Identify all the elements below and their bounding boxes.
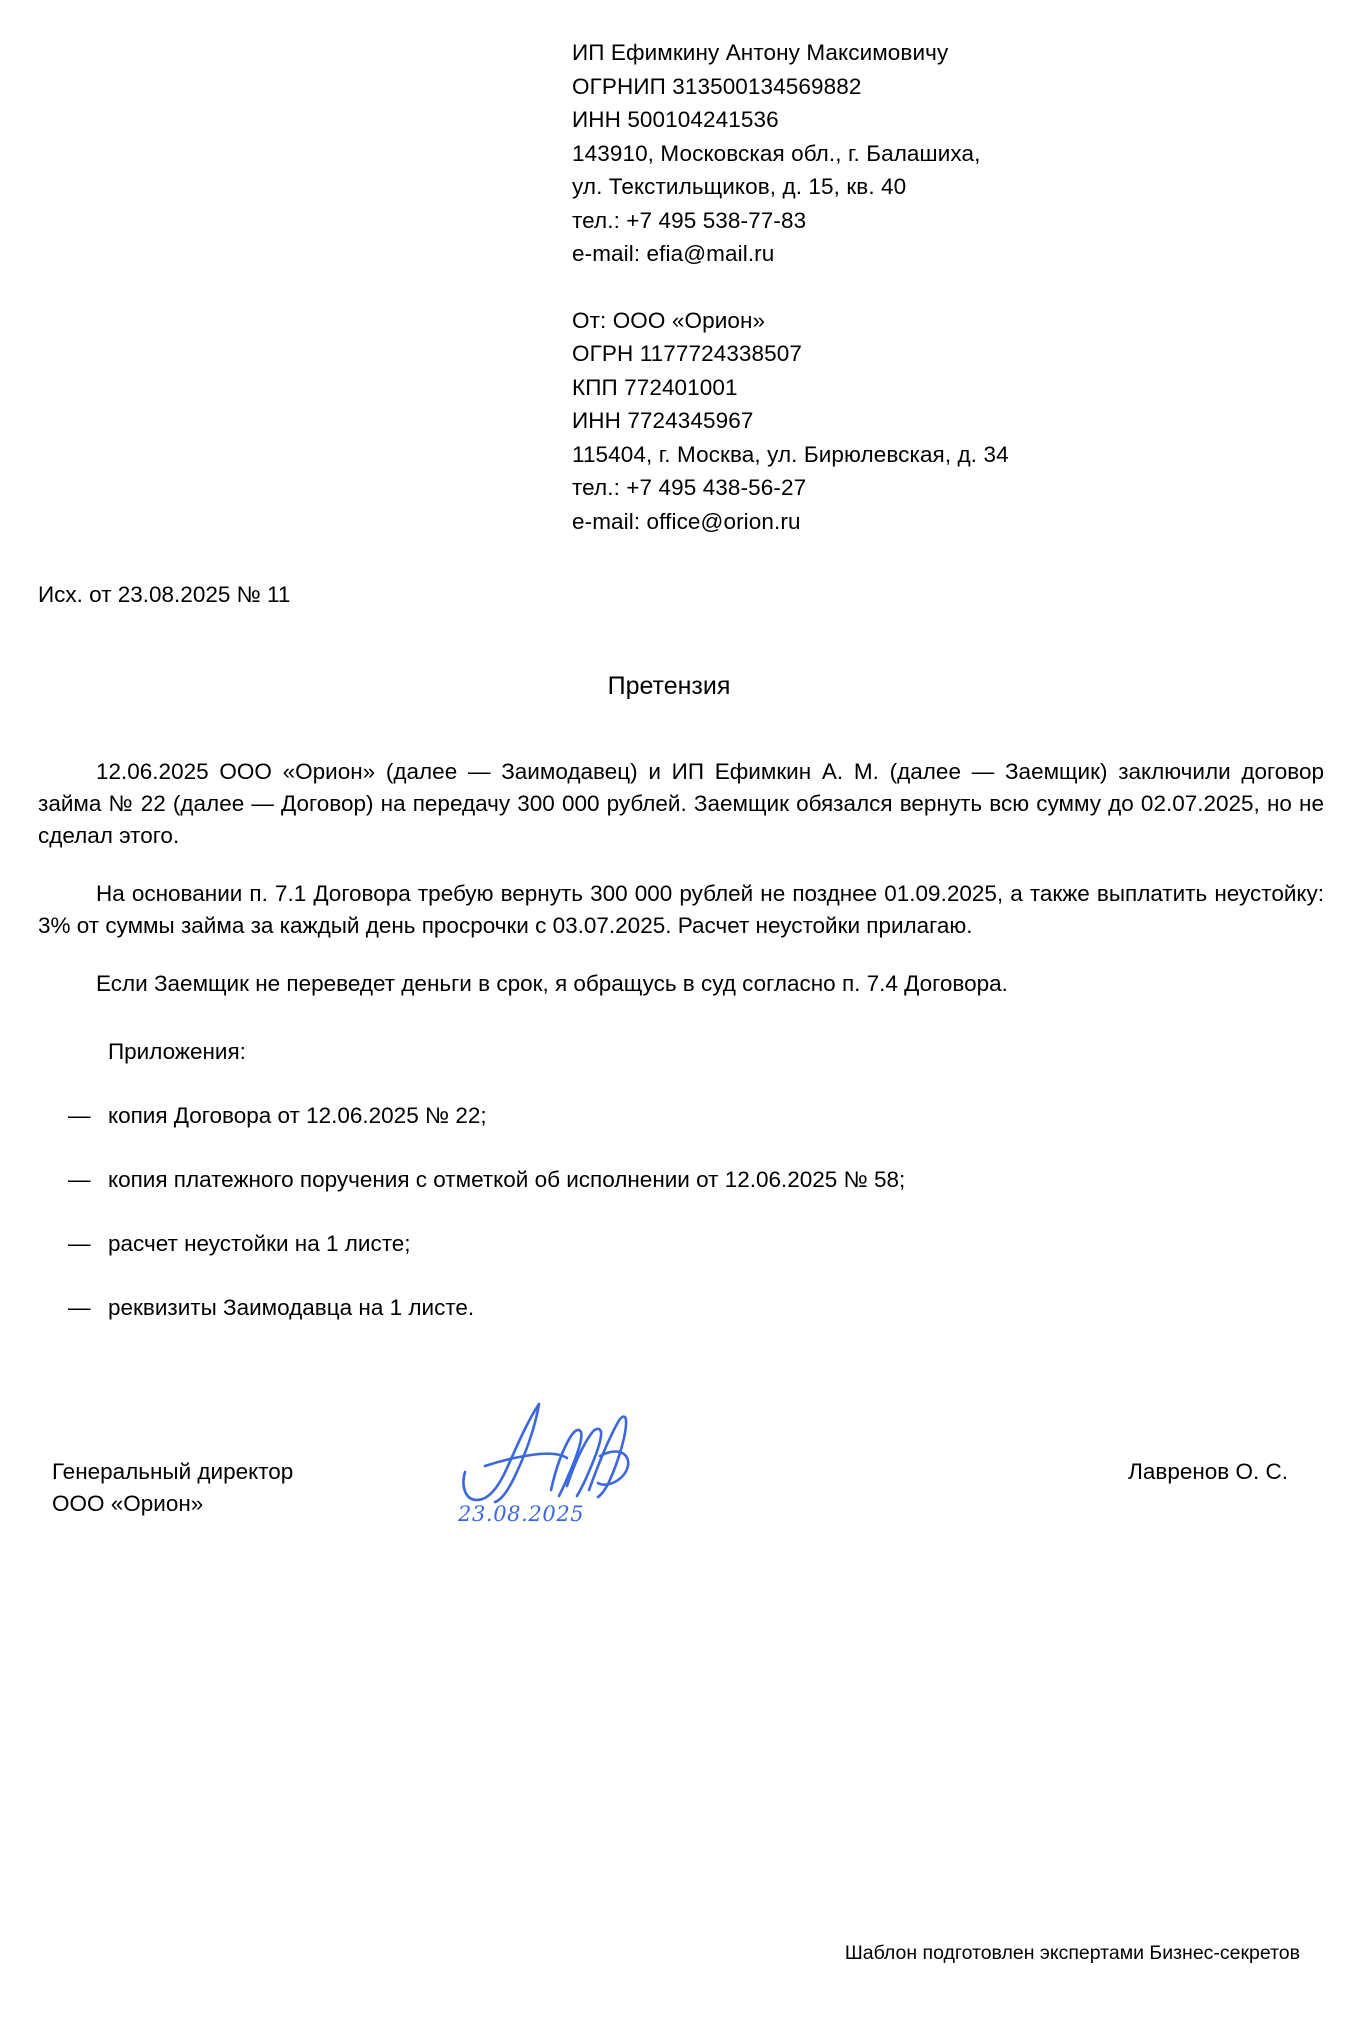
page-title: Претензия [607, 672, 731, 700]
signatory-role-line: Генеральный директор [52, 1459, 294, 1484]
addressee-line: тел.: +7 495 538-77-83 [572, 207, 807, 233]
body-paragraph: 12.06.2025 ООО «Орион» (далее — Заимодавец) и ИП Ефимкин А. М. (далее — Заемщик) заключили договор займа № 22 (далее — Договор) на передачу 300 000 рублей. Заемщик обязался вернуть всю сумму до 02.07.2025, но не сделал этого. [38, 759, 1324, 848]
dash-icon: — [68, 1103, 91, 1128]
address-blocks-spacer [572, 271, 1320, 304]
dash-icon: — [68, 1167, 91, 1192]
body-paragraph: Если Заемщик не переведет деньги в срок, я обращусь в суд согласно п. 7.4 Договора. [96, 971, 1008, 996]
sender-line: ИНН 7724345967 [572, 408, 754, 433]
addressee-block [572, 36, 1320, 271]
attachment-item [38, 1228, 1324, 1260]
attachment-label: расчет неустойки на 1 листе; [108, 1231, 411, 1256]
sender-block [572, 304, 1320, 539]
sender-line: 115404, г. Москва, ул. Бирюлевская, д. 34 [572, 441, 1009, 467]
attachments-list [38, 1100, 1324, 1324]
addressee-line: ул. Текстильщиков, д. 15, кв. 40 [572, 174, 907, 199]
sender-line: КПП 772401001 [572, 374, 738, 400]
dash-icon: — [68, 1231, 91, 1256]
attachment-label: реквизиты Заимодавца на 1 листе. [108, 1295, 475, 1320]
footer-note: Шаблон подготовлен экспертами Бизнес-секретов [844, 1942, 1300, 1964]
addressee-line: 143910, Московская обл., г. Балашиха, [572, 140, 981, 166]
addressee-line: e-mail: efia@mail.ru [572, 241, 775, 266]
signatory-role [52, 1456, 293, 1520]
attachment-item [38, 1164, 1324, 1196]
dash-icon: — [68, 1295, 91, 1320]
body-paragraph: На основании п. 7.1 Договора требую вернуть 300 000 рублей не позднее 01.09.2025, а также выплатить неустойку: 3% от суммы займа за каждый день просрочки с 03.07.2025. Расчет неустойки прилагаю. [38, 881, 1324, 938]
sender-line: тел.: +7 495 438-56-27 [572, 475, 807, 500]
addressee-line: ИНН 500104241536 [572, 107, 779, 132]
outgoing-reference: Исх. от 23.08.2025 № 11 [38, 582, 291, 607]
attachment-item [38, 1100, 1324, 1132]
attachment-label: копия Договора от 12.06.2025 № 22; [108, 1103, 487, 1128]
addressee-line: ОГРНИП 313500134569882 [572, 73, 862, 99]
signature-date: 23.08.2025 [458, 1502, 585, 1526]
signature-area [0, 1416, 1360, 1536]
header-area [0, 0, 1360, 538]
sender-line: ОГРН 1177724338507 [572, 341, 802, 366]
addressee-line: ИП Ефимкину Антону Максимовичу [572, 40, 949, 65]
sender-line: От: ООО «Орион» [572, 307, 766, 333]
document-body [0, 756, 1360, 1324]
attachment-item [38, 1292, 1324, 1324]
signatory-role-line: ООО «Орион» [52, 1491, 204, 1516]
sender-line: e-mail: office@orion.ru [572, 508, 801, 534]
signatory-name: Лавренов О. С. [1128, 1459, 1288, 1484]
attachments-heading: Приложения: [108, 1039, 246, 1064]
attachment-label: копия платежного поручения с отметкой об исполнении от 12.06.2025 № 58; [108, 1167, 906, 1192]
